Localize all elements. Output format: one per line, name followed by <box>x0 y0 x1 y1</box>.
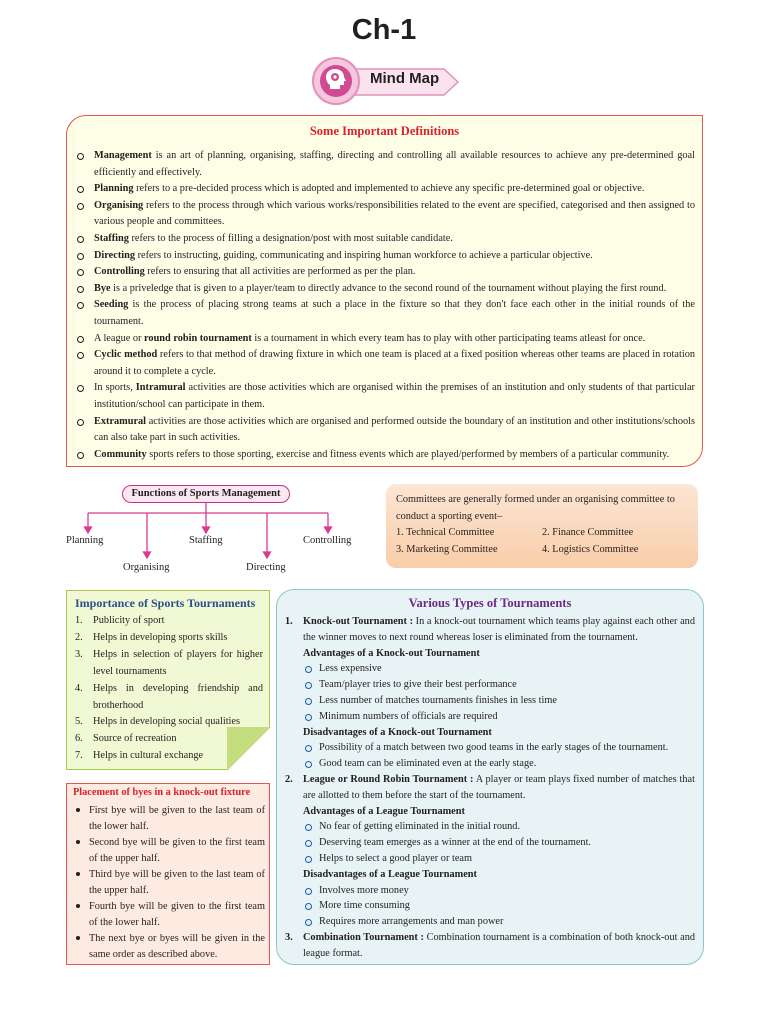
definitions-box <box>66 115 703 467</box>
league-disadvantages-title: Disadvantages of a League Tournament <box>303 868 477 880</box>
functions-title: Functions of Sports Management <box>122 485 290 503</box>
definition-term: Staffing <box>94 232 129 244</box>
importance-item: 1. Publicity of sport <box>75 615 165 626</box>
league-disadvantages-list <box>285 883 695 930</box>
byes-title: Placement of byes in a knock-out fixture <box>73 787 251 798</box>
byes-list <box>73 803 265 963</box>
function-controlling: Controlling <box>303 535 352 546</box>
knockout-advantages-title: Advantages of a Knock-out Tournament <box>303 647 480 659</box>
league-advantages-list <box>285 819 695 866</box>
importance-list <box>75 613 263 765</box>
definition-item: Staffing refers to the process of filling a designation/post with most suitable candidate. <box>75 231 695 248</box>
definition-item: Directing refers to instructing, guiding, communicating and inspiring human workforce to achieve a particular objective. <box>75 248 695 265</box>
knockout-disadvantages-list <box>285 740 695 772</box>
tournaments-body <box>285 614 695 962</box>
combination-heading: 3. Combination Tournament : Combination tournament is a combination of both knock-out and league format. <box>285 931 696 959</box>
definition-term: Directing <box>94 249 135 261</box>
importance-item: 3. Helps in selection of players for higher level tournaments <box>75 648 263 677</box>
tournaments-box <box>276 589 704 965</box>
definition-term: Management <box>94 150 152 161</box>
tournament-point: Minimum numbers of officials are required <box>285 709 695 725</box>
definition-item: Extramural activities are those activities which are organised and performed outside the boundary of an institution and other institutions/schools can also take part in such activities. <box>75 414 695 447</box>
committees-box <box>386 484 698 568</box>
committee-item: 4. Logistics Committee <box>542 543 639 555</box>
tournament-point: Possibility of a match between two good teams in the early stages of the tournament. <box>285 740 695 756</box>
bye-rule: Third bye will be given to the last team of the upper half. <box>73 867 265 899</box>
tournament-point: Less number of matches tournaments finishes in less time <box>285 693 695 709</box>
byes-box <box>66 783 270 965</box>
function-organising: Organising <box>123 562 170 573</box>
definition-term: Planning <box>94 183 134 195</box>
bye-rule: The next bye or byes will be given in the same order as described above. <box>73 931 265 963</box>
importance-item: 2. Helps in developing sports skills <box>75 631 228 643</box>
definition-item: Organising refers to the process through which various works/responsibilities related to the event are specified, categorised and then assigned to various people and committees. <box>75 198 695 231</box>
definition-term: Cyclic method <box>94 349 158 361</box>
tournament-point: Less expensive <box>285 661 695 677</box>
importance-item: 4. Helps in developing friendship and brotherhood <box>75 682 263 711</box>
importance-item: 6. Source of recreation <box>75 733 177 745</box>
definition-item: Community sports refers to those sporting, exercise and fitness events which are played/performed by members of a particular community. <box>75 447 695 464</box>
tournament-point: Involves more money <box>285 883 695 899</box>
tournament-point: Deserving team emerges as a winner at the end of the tournament. <box>285 835 695 851</box>
definition-term: Controlling <box>94 266 145 278</box>
committee-item: 2. Finance Committee <box>542 527 634 538</box>
league-heading: 2. League or Round Robin Tournament : A player or team plays fixed number of matches that are allotted to them before the start of the tournament. <box>285 773 695 801</box>
committee-item: 1. Technical Committee <box>396 527 495 538</box>
mind-map-circle <box>312 57 360 105</box>
definition-item: In sports, Intramural activities are those activities which are organised within the premises of an institution and only students of that particular institution/school can participate in them. <box>75 380 695 413</box>
tournament-point: Helps to select a good player or team <box>285 851 695 867</box>
committee-item: 3. Marketing Committee <box>396 543 498 555</box>
definition-term: Community <box>94 448 147 460</box>
definition-item: Management is an art of planning, organising, staffing, directing and controlling all available resources to achieve any pre-determined goal efficiently and effectively. <box>75 148 695 181</box>
function-planning: Planning <box>66 535 104 546</box>
importance-box <box>66 590 270 770</box>
definition-item: Seeding is the process of placing strong teams at such a place in the fixture so that they don't face each other in the initial rounds of the tournament. <box>75 297 695 330</box>
knockout-heading: 1. Knock-out Tournament : In a knock-out tournament which teams play against each other and the winner moves to next round whereas loser is eliminated from the tournament. <box>285 616 695 643</box>
definition-item: Controlling refers to ensuring that all activities are performed as per the plan. <box>75 264 695 281</box>
tournament-point: Good team can be eliminated even at the early stage. <box>285 756 695 772</box>
definition-term: Bye <box>94 282 111 294</box>
tournament-point: Requires more arrangements and man power <box>285 914 695 930</box>
importance-title: Importance of Sports Tournaments <box>75 596 256 610</box>
definitions-list <box>75 148 695 463</box>
mind-map-badge <box>312 57 460 105</box>
definition-item: Cyclic method refers to that method of drawing fixture in which one team is placed at a fixed position whereas other teams are placed in rotation around it to complete a cycle. <box>75 347 695 380</box>
tournaments-title: Various Types of Tournaments <box>408 596 572 610</box>
chapter-title: Ch-1 <box>351 14 417 46</box>
function-staffing: Staffing <box>189 535 223 546</box>
bye-rule: Fourth bye will be given to the first team of the lower half. <box>73 899 265 931</box>
importance-item: 5. Helps in developing social qualities <box>75 716 240 728</box>
definitions-title: Some Important Definitions <box>309 124 460 138</box>
definition-term: Intramural <box>135 382 186 394</box>
committees-intro: Committees are generally formed under an organising committee to conduct a sporting event– <box>396 494 675 522</box>
knockout-disadvantages-title: Disadvantages of a Knock-out Tournament <box>303 726 492 738</box>
bye-rule: First bye will be given to the last team of the lower half. <box>73 803 265 835</box>
definition-term: round robin tournament <box>144 332 252 344</box>
definition-item: Planning refers to a pre-decided process which is adopted and implemented to achieve any specific pre-determined goal or objective. <box>75 181 695 198</box>
tournament-point: No fear of getting eliminated in the initial round. <box>285 819 695 835</box>
definition-term: Seeding <box>94 299 129 311</box>
bye-rule: Second bye will be given to the first team of the upper half. <box>73 835 265 867</box>
definition-term: Extramural <box>94 415 147 427</box>
knockout-advantages-list <box>285 661 695 724</box>
tournament-point: Team/player tries to give their best performance <box>285 677 695 693</box>
importance-item: 7. Helps in cultural exchange <box>75 750 204 762</box>
tournament-point: More time consuming <box>285 898 695 914</box>
head-gears-icon <box>320 65 352 97</box>
definition-item: A league or round robin tournament is a tournament in which every team has to play with other participating teams atleast for once. <box>75 331 695 348</box>
function-directing: Directing <box>246 562 286 573</box>
league-advantages-title: Advantages of a League Tournament <box>303 805 465 817</box>
mind-map-label: Mind Map <box>370 70 440 87</box>
definition-term: Organising <box>94 199 144 211</box>
definition-item: Bye is a priveledge that is given to a player/team to directly advance to the second round of the tournament without playing the first round. <box>75 281 695 298</box>
